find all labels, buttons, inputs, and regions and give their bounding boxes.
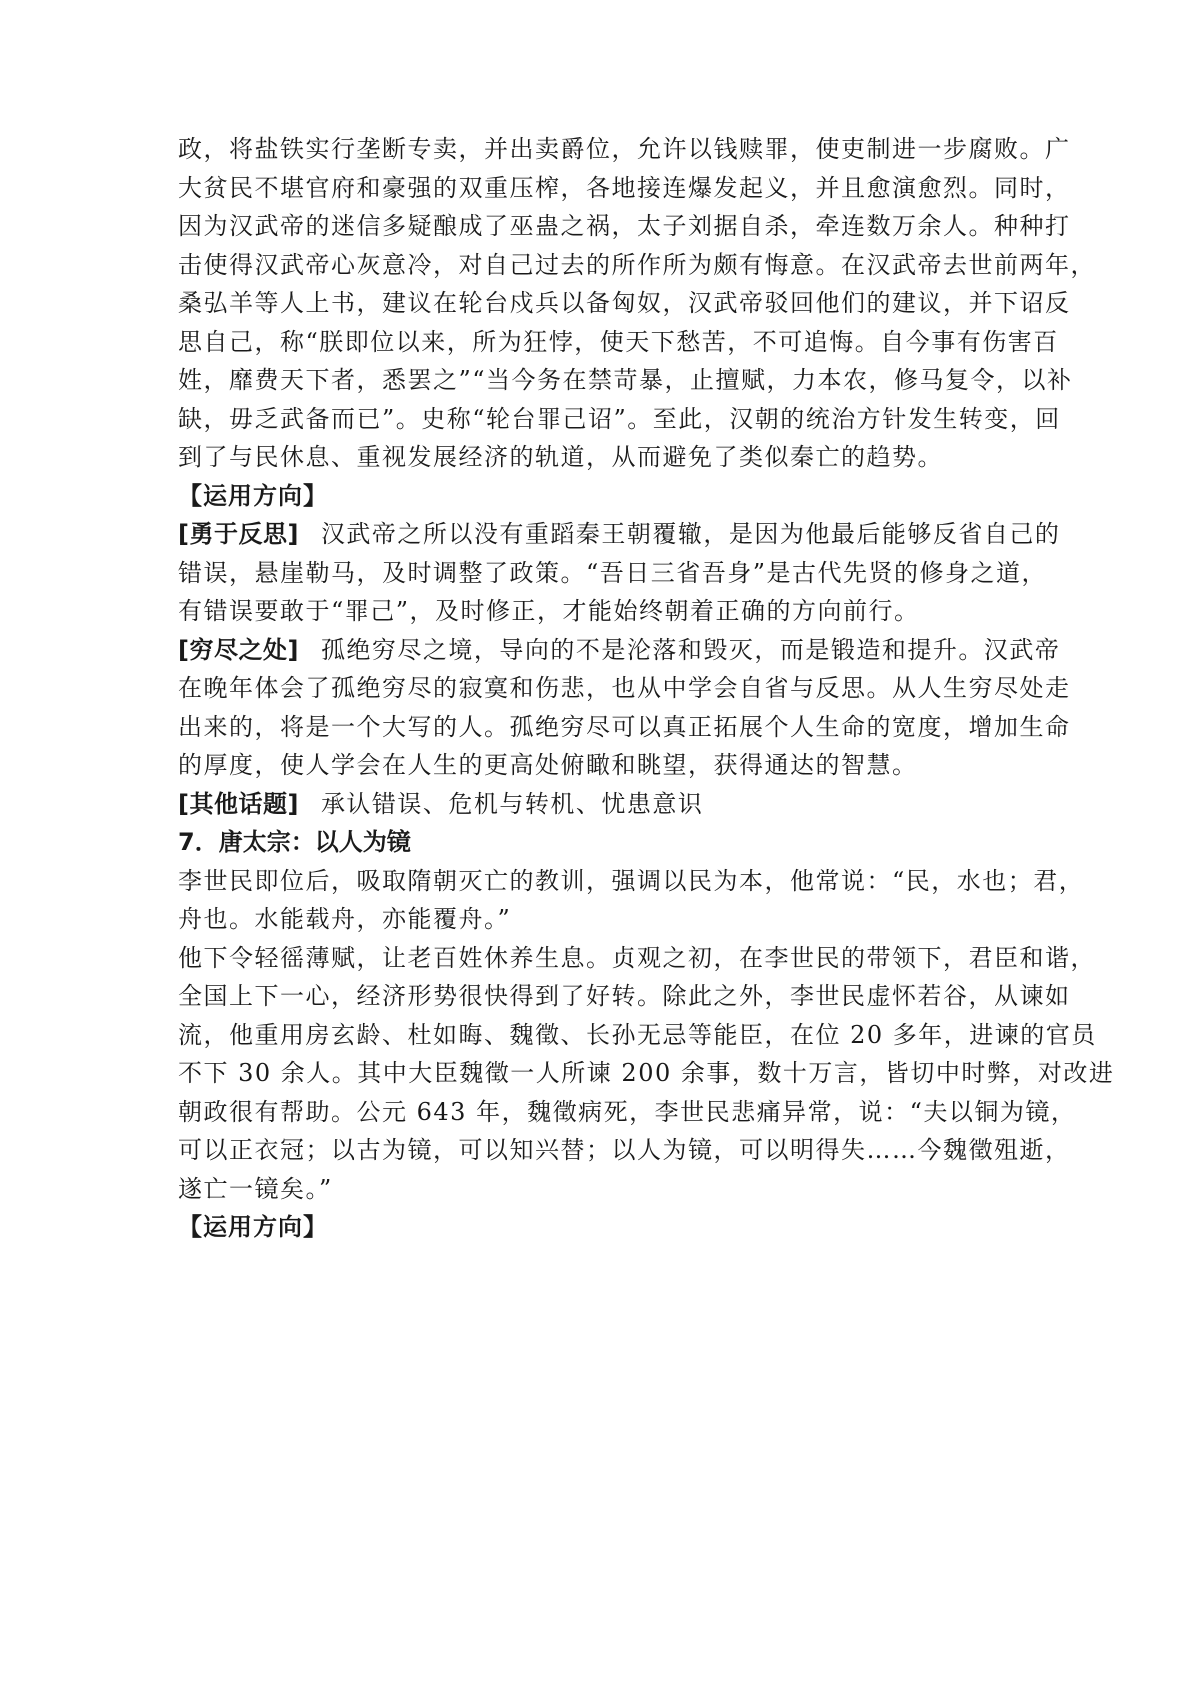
tang-taizong-paragraph-2 xyxy=(178,939,1115,1209)
item-tag: [其他话题] xyxy=(178,789,299,818)
text-line: 出来的，将是一个大写的人。孤绝穷尽可以真正拓展个人生命的宽度，增加生命 xyxy=(178,712,1071,741)
text-line: 大贫民不堪官府和豪强的双重压榨，各地接连爆发起义，并且愈演愈烈。同时， xyxy=(178,173,1071,202)
text-line: 政，将盐铁实行垄断专卖，并出卖爵位，允许以钱赎罪，使吏制进一步腐败。广 xyxy=(178,135,1071,163)
application-item-exhaustion xyxy=(178,631,1071,785)
application-item-reflection xyxy=(178,515,1061,631)
intro-paragraph xyxy=(178,130,1096,477)
text-line: 朝政很有帮助。公元 643 年，魏徵病死，李世民悲痛异常，说：“夫以铜为镜， xyxy=(178,1097,1077,1126)
text-line: 孤绝穷尽之境，导向的不是沦落和毁灭，而是锻造和提升。汉武帝 xyxy=(320,635,1061,664)
application-item-other-topics xyxy=(178,785,1030,824)
text-line: 他下令轻徭薄赋，让老百姓休养生息。贞观之初，在李世民的带领下，君臣和谐， xyxy=(178,943,1096,972)
text-line: 遂亡一镜矣。” xyxy=(178,1174,333,1203)
text-line: 有错误要敢于“罪己”，及时修正，才能始终朝着正确的方向前行。 xyxy=(178,597,920,625)
tang-taizong-paragraph-1 xyxy=(178,862,1085,939)
text-line: 汉武帝之所以没有重蹈秦王朝覆辙，是因为他最后能够反省自己的 xyxy=(320,520,1061,548)
text-line: 李世民即位后，吸取隋朝灭亡的教训，强调以民为本，他常说：“民，水也；君， xyxy=(178,866,1085,895)
text-line: 桑弘羊等人上书，建议在轮台戍兵以备匈奴，汉武帝驳回他们的建议，并下诏反 xyxy=(178,289,1071,317)
text-line: 缺，毋乏武备而已”。史称“轮台罪己诏”。至此，汉朝的统治方针发生转变，回 xyxy=(178,404,1061,433)
text-line: 不下 30 余人。其中大臣魏徵一人所谏 200 余事，数十万言，皆切中时弊，对改进 xyxy=(178,1059,1115,1087)
section-title: 7．唐太宗：以人为镜 xyxy=(178,828,411,856)
text-line: 舟也。水能载舟，亦能覆舟。” xyxy=(178,905,512,933)
text-line: 错误，悬崖勒马，及时调整了政策。“吾日三省吾身”是古代先贤的修身之道， xyxy=(178,558,1048,587)
item-tag: [勇于反思] xyxy=(178,520,299,548)
text-line: 在晚年体会了孤绝穷尽的寂寞和伤悲，也从中学会自省与反思。从人生穷尽处走 xyxy=(178,674,1071,702)
text-line: 因为汉武帝的迷信多疑酿成了巫蛊之祸，太子刘据自杀，牵连数万余人。种种打 xyxy=(178,212,1071,240)
text-line: 全国上下一心，经济形势很快得到了好转。除此之外，李世民虚怀若谷，从谏如 xyxy=(178,982,1071,1010)
text-line: 姓，靡费天下者，悉罢之”“当今务在禁苛暴，止擅赋，力本农，修马复令，以补 xyxy=(178,366,1073,394)
text-line: 击使得汉武帝心灰意冷，对自己过去的所作所为颇有悔意。在汉武帝去世前两年， xyxy=(178,250,1096,279)
text-line: 到了与民休息、重视发展经济的轨道，从而避免了类似秦亡的趋势。 xyxy=(178,443,943,471)
text-line: 可以正衣冠；以古为镜，可以知兴替；以人为镜，可以明得失……今魏徵殂逝， xyxy=(178,1136,1071,1164)
application-heading: 【运用方向】 xyxy=(178,481,328,510)
item-tag: [穷尽之处] xyxy=(178,635,299,664)
text-line: 的厚度，使人学会在人生的更高处俯瞰和眺望，获得通达的智慧。 xyxy=(178,751,918,779)
text-line: 流，他重用房玄龄、杜如晦、魏徵、长孙无忌等能臣，在位 20 多年，进谏的官员 xyxy=(178,1020,1097,1049)
text-line: 承认错误、危机与转机、忧患意识 xyxy=(320,789,704,818)
text-line: 思自己，称“朕即位以来，所为狂悖，使天下愁苦，不可追悔。自今事有伤害百 xyxy=(178,327,1059,356)
application-heading-2: 【运用方向】 xyxy=(178,1213,328,1241)
